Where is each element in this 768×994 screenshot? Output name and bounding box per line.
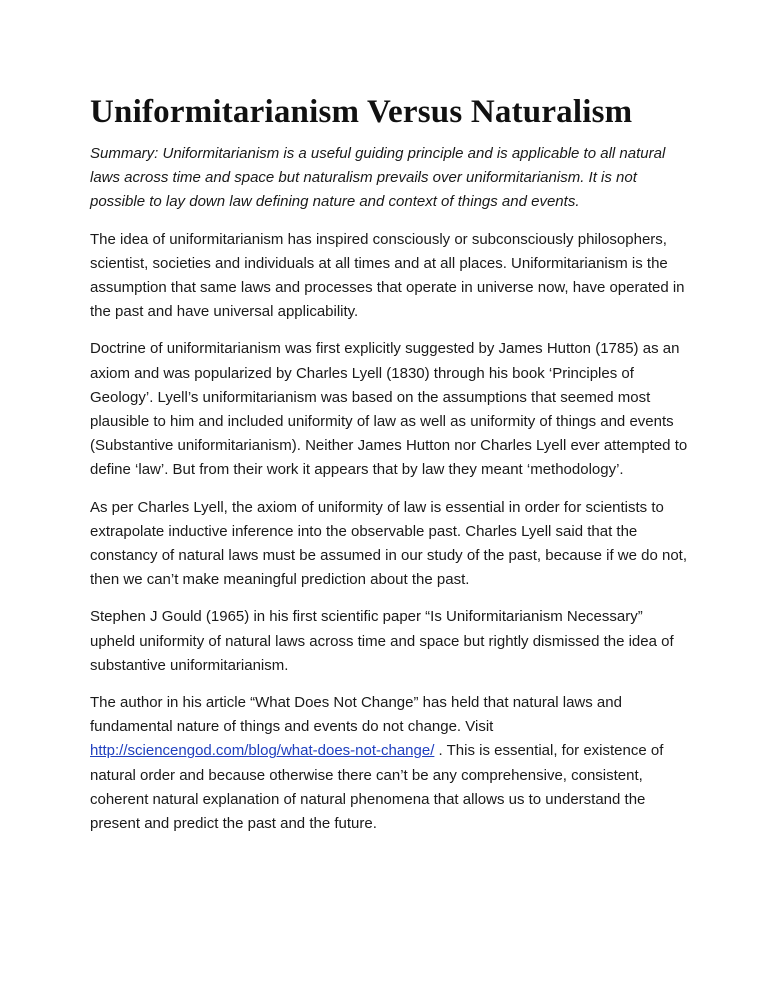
body-paragraph-5 <box>90 691 690 836</box>
body-paragraph-3: As per Charles Lyell, the axiom of uniformity of law is essential in order for scientists to extrapolate inductive inference into the observable past. Charles Lyell said that the constancy of natural laws must be assumed in our study of the past, because if we do not, then we can’t make meaningful prediction about the past. <box>90 498 687 589</box>
article-link[interactable]: http://sciencengod.com/blog/what-does-not-change/ <box>90 742 435 760</box>
summary-paragraph: Summary: Uniformitarianism is a useful guiding principle and is applicable to all natural laws across time and space but naturalism prevails over uniformitarianism. It is not possible to lay down law defining nature and context of things and events. <box>90 145 666 211</box>
document-page <box>90 92 690 849</box>
paragraph-text-before-link: The author in his article “What Does Not Change” has held that natural laws and fundamental nature of things and events do not change. Visit <box>90 694 622 736</box>
paragraph-text-after-link: . This is essential, for existence of natural order and because otherwise there can’t be any comprehensive, consistent, coherent natural explanation of natural phenomena that allows us to understand the present and predict the past and the future. <box>90 742 664 833</box>
document-title: Uniformitarianism Versus Naturalism <box>90 94 633 130</box>
body-paragraph-1: The idea of uniformitarianism has inspired consciously or subconsciously philosophers, scientist, societies and individuals at all times and at all places. Uniformitarianism is the assumption that same laws and processes that operate in universe now, have operated in the past and have universal applicability. <box>90 230 685 321</box>
body-paragraph-2: Doctrine of uniformitarianism was first explicitly suggested by James Hutton (1785) as an axiom and was popularized by Charles Lyell (1830) through his book ‘Principles of Geology’. Lyell’s uniformitarianism was based on the assumptions that seemed most plausible to him and included uniformity of law as well as uniformity of things and events (Substantive uniformitarianism). Neither James Hutton nor Charles Lyell ever attempted to define ‘law’. But from their work it appears that by law they meant ‘methodology’. <box>90 340 688 479</box>
body-paragraph-4: Stephen J Gould (1965) in his first scientific paper “Is Uniformitarianism Necessary” upheld uniformity of natural laws across time and space but rightly dismissed the idea of substantive uniformitarianism. <box>90 608 674 674</box>
